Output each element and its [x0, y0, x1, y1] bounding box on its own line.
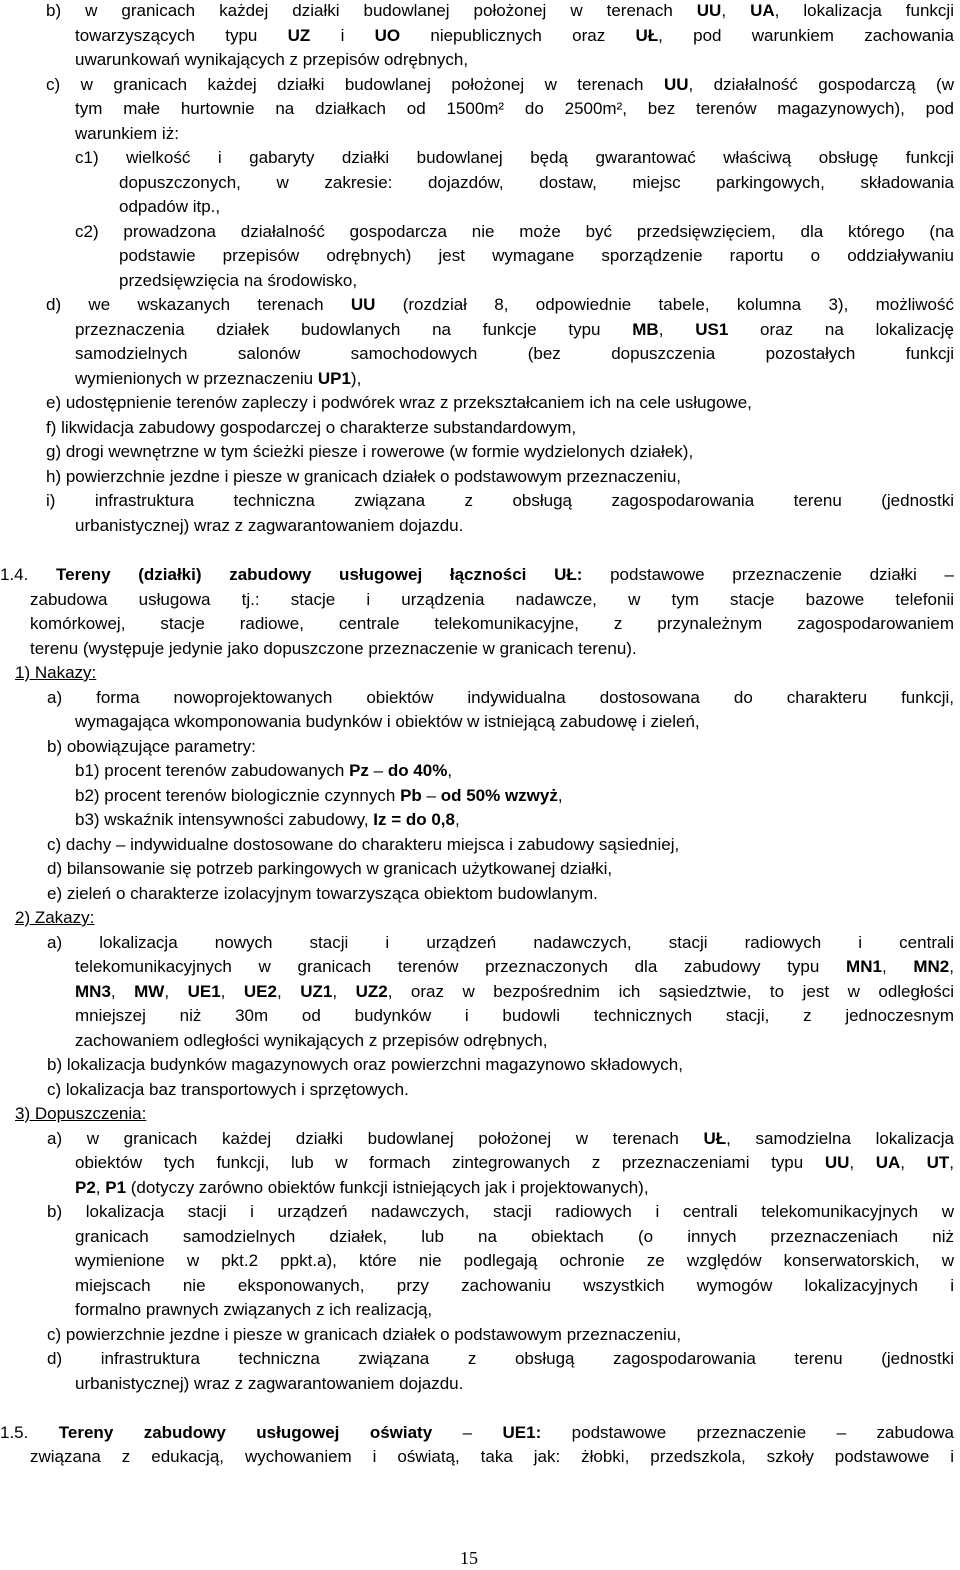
text-line: b3) wskaźnik intensywności zabudowy, Iz = do 0,8, — [75, 810, 460, 829]
text-line: podstawie przepisów odrębnych) jest wymagane sporządzenie raportu o oddziaływaniu — [119, 246, 954, 265]
text-line: 3) Dopuszczenia: — [15, 1104, 147, 1123]
text-line: towarzyszących typu UZ i UO niepublicznych oraz UŁ, pod warunkiem zachowania — [75, 26, 954, 45]
text-line: b2) procent terenów biologicznie czynnych Pb – od 50% wzwyż, — [75, 786, 563, 805]
text-line: c) w granicach każdej działki budowlanej położonej w terenach UU, działalność gospodarczą (w — [46, 75, 955, 94]
text-line: zabudowa usługowa tj.: stacje i urządzenia nadawcze, w tym stacje bazowe telefonii — [30, 590, 954, 609]
text-line: granicach samodzielnych działek, lub na obiektach (o innych przeznaczeniach niż — [75, 1227, 954, 1246]
text-line: 1) Nakazy: — [15, 663, 97, 682]
page-number: 15 — [460, 1548, 478, 1568]
text-line: związana z edukacją, wychowaniem i oświatą, taka jak: żłobki, przedszkola, szkoły podstawowe i — [30, 1447, 954, 1466]
text-line: c2) prowadzona działalność gospodarcza nie może być przedsięwzięciem, dla którego (na — [75, 222, 954, 241]
text-line: d) bilansowanie się potrzeb parkingowych w granicach użytkowanej działki, — [47, 859, 613, 878]
text-line: formalno prawnych związanych z ich realizacją, — [75, 1300, 433, 1319]
text-line: wymagająca wkomponowania budynków i obiektów w istniejącą zabudowę i zieleń, — [75, 712, 700, 731]
text-line: komórkowej, stacje radiowe, centrale telekomunikacyjne, z przynależnym zagospodarowaniem — [30, 614, 954, 633]
text-line: urbanistycznej) wraz z zagwarantowaniem dojazdu. — [75, 516, 464, 535]
text-line: P2, P1 (dotyczy zarówno obiektów funkcji istniejących jak i projektowanych), — [75, 1178, 649, 1197]
text-line: c) dachy – indywidualne dostosowane do charakteru miejsca i zabudowy sąsiedniej, — [47, 835, 680, 854]
text-line: MN3, MW, UE1, UE2, UZ1, UZ2, oraz w bezpośrednim ich sąsiedztwie, to jest w odległości — [75, 982, 954, 1001]
text-line: warunkiem iż: — [75, 124, 179, 143]
text-line: i) infrastruktura techniczna związana z obsługą zagospodarowania terenu (jednostki — [46, 491, 954, 510]
text-line: 1.5. Tereny zabudowy usługowej oświaty – UE1: podstawowe przeznaczenie – zabudowa — [0, 1423, 955, 1442]
text-line: zachowaniem odległości wynikających z przepisów odrębnych, — [75, 1031, 548, 1050]
text-line: przedsięwzięcia na środowisko, — [119, 271, 358, 290]
text-line: 2) Zakazy: — [15, 908, 95, 927]
text-line: przeznaczenia działek budowlanych na funkcje typu MB, US1 oraz na lokalizację — [75, 320, 954, 339]
text-line: dopuszczonych, w zakresie: dojazdów, dostaw, miejsc parkingowych, składowania — [119, 173, 954, 192]
text-line: tym małe hurtownie na działkach od 1500m² do 2500m², bez terenów magazynowych), pod — [75, 99, 954, 118]
text-line: urbanistycznej) wraz z zagwarantowaniem dojazdu. — [75, 1374, 464, 1393]
text-line: a) lokalizacja nowych stacji i urządzeń nadawczych, stacji radiowych i centrali — [47, 933, 954, 952]
text-line: b) w granicach każdej działki budowlanej położonej w terenach UU, UA, lokalizacja funkcji — [46, 1, 954, 20]
text-line: obiektów tych funkcji, lub w formach zintegrowanych z przeznaczeniami typu UU, UA, UT, — [75, 1153, 954, 1172]
text-line: miejscach nie eksponowanych, przy zachowaniu wszystkich wymogów lokalizacyjnych i — [75, 1276, 954, 1295]
text-line: b) obowiązujące parametry: — [47, 737, 256, 756]
text-line: uwarunkowań wynikających z przepisów odrębnych, — [75, 50, 469, 69]
text-line: d) we wskazanych terenach UU (rozdział 8, odpowiednie tabele, kolumna 3), możliwość — [46, 295, 954, 314]
text-line: samodzielnych salonów samochodowych (bez dopuszczenia pozostałych funkcji — [75, 344, 954, 363]
text-line: b1) procent terenów zabudowanych Pz – do 40%, — [75, 761, 453, 780]
text-line: b) lokalizacja stacji i urządzeń nadawczych, stacji radiowych i centrali telekomunikacyjnych w — [47, 1202, 954, 1221]
text-line: c1) wielkość i gabaryty działki budowlanej będą gwarantować właściwą obsługę funkcji — [75, 148, 954, 167]
text-line: g) drogi wewnętrzne w tym ścieżki piesze i rowerowe (w formie wydzielonych działek), — [46, 442, 694, 461]
text-line: e) zieleń o charakterze izolacyjnym towarzysząca obiektom budowlanym. — [47, 884, 598, 903]
text-line: mniejszej niż 30m od budynków i budowli technicznych stacji, z jednoczesnym — [75, 1006, 954, 1025]
text-line: 1.4. Tereny (działki) zabudowy usługowej łączności UŁ: podstawowe przeznaczenie działki – — [0, 565, 954, 584]
text-line: c) lokalizacja baz transportowych i sprzętowych. — [47, 1080, 409, 1099]
text-line: telekomunikacyjnych w granicach terenów przeznaczonych dla zabudowy typu MN1, MN2, — [75, 957, 954, 976]
text-line: a) w granicach każdej działki budowlanej położonej w terenach UŁ, samodzielna lokalizacja — [47, 1129, 954, 1148]
text-line: c) powierzchnie jezdne i piesze w granicach działek o podstawowym przeznaczeniu, — [47, 1325, 682, 1344]
text-line: e) udostępnienie terenów zapleczy i podwórek wraz z przekształcaniem ich na cele usługowe, — [46, 393, 752, 412]
text-line: b) lokalizacja budynków magazynowych oraz powierzchni magazynowo składowych, — [47, 1055, 683, 1074]
text-line: terenu (występuje jedynie jako dopuszczone przeznaczenie w granicach terenu). — [30, 639, 637, 658]
text-line: wymienionych w przeznaczeniu UP1), — [75, 369, 362, 388]
text-line: wymienione w pkt.2 ppkt.a), które nie podlegają ochronie ze względów konserwatorskich, w — [75, 1251, 954, 1270]
text-line: h) powierzchnie jezdne i piesze w granicach działek o podstawowym przeznaczeniu, — [46, 467, 681, 486]
text-line: a) forma nowoprojektowanych obiektów indywidualna dostosowana do charakteru funkcji, — [47, 688, 954, 707]
text-line: odpadów itp., — [119, 197, 221, 216]
text-line: d) infrastruktura techniczna związana z obsługą zagospodarowania terenu (jednostki — [47, 1349, 954, 1368]
text-line: f) likwidacja zabudowy gospodarczej o charakterze substandardowym, — [46, 418, 577, 437]
